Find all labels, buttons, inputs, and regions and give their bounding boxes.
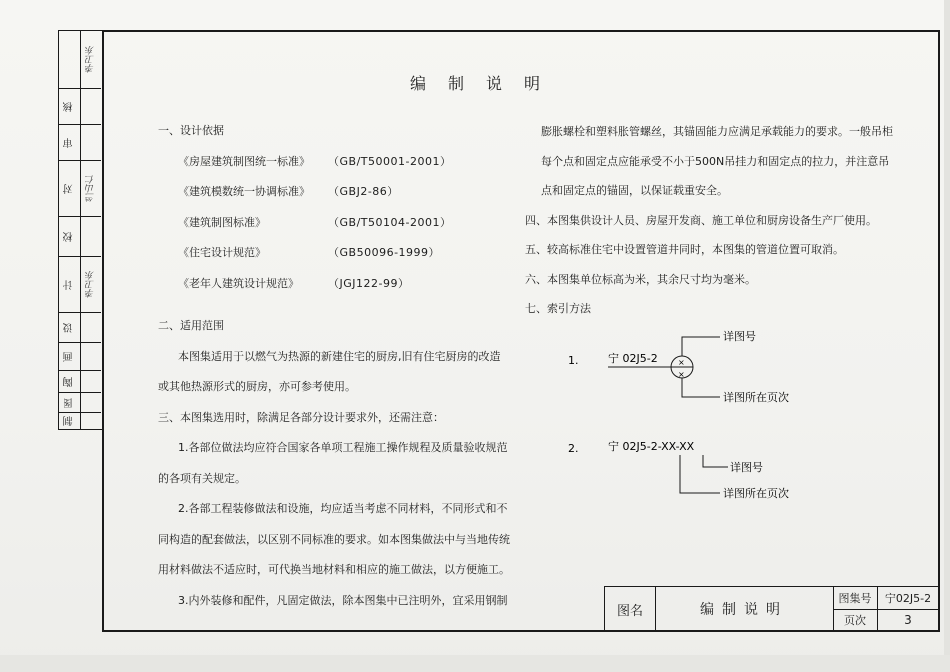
- line-text: 四、本图集供设计人员、房屋开发商、施工单位和厨房设备生产厂使用。: [525, 213, 877, 227]
- line-text: 《建筑制图标准》: [178, 215, 266, 229]
- title-block-name: 编制说明: [655, 587, 834, 631]
- sidebar-cell: [59, 343, 101, 371]
- text-line: [525, 147, 905, 177]
- page-number-value: 3: [904, 613, 912, 627]
- title-block-label: 图名: [605, 587, 656, 631]
- line-text: 膨胀螺栓和塑料胀管螺丝，其锚固能力应满足承载能力的要求。一般吊柜: [541, 125, 893, 138]
- line-text: 五、较高标准住宅中设置管道井同时，本图集的管道位置可取消。: [525, 243, 844, 256]
- sidebar-label: 制: [64, 415, 75, 427]
- text-line: [158, 403, 498, 434]
- index-item1-label-bottom: 详图所在页次: [723, 391, 789, 404]
- text-line: [158, 208, 498, 239]
- index-method-diagram: [560, 320, 800, 520]
- line-text: 的各项有关规定。: [158, 471, 246, 485]
- sidebar-label: 陶: [64, 376, 75, 388]
- text-line: [525, 206, 905, 236]
- text-line: [158, 464, 498, 495]
- index-item1-label-top: 详图号: [723, 330, 756, 343]
- signature: 竺山仁: [86, 175, 96, 203]
- page-title: 编制说明: [409, 74, 562, 93]
- index-circle-bottom: ×: [678, 370, 685, 379]
- text-line: [158, 116, 498, 147]
- line-text: 3.内外装修和配件，凡固定做法，除本图集中已注明外，宜采用钢制: [178, 593, 508, 607]
- sidebar-label: 设: [64, 322, 75, 334]
- sidebar-label: 画: [64, 351, 75, 363]
- line-text: 2.各部工程装修做法和设施，均应适当考虑不同材料，不同形式和不: [178, 502, 508, 515]
- line-text: 用材料做法不适应时，可代换当地材料和相应的施工做法，以方便施工。: [158, 563, 510, 576]
- right-column: [525, 117, 905, 324]
- sidebar-label: 对: [64, 183, 75, 195]
- signature: [80, 393, 101, 413]
- index-item2-label-top: 详图号: [730, 461, 763, 474]
- text-line: [158, 342, 501, 373]
- index-item2-label-bottom: 详图所在页次: [723, 487, 789, 500]
- text-line: [158, 177, 498, 208]
- line-text: 三、本图集选用时，除满足各部分设计要求外，还需注意：: [158, 410, 444, 424]
- index-item1-ref: 宁 02J5-2: [608, 352, 658, 365]
- index-symbol-svg: [560, 320, 800, 520]
- line-text: 1.各部位做法均应符合国家各单项工程施工操作规程及质量验收规范: [178, 441, 508, 454]
- sidebar-label: 校: [64, 231, 75, 243]
- text-line: [158, 311, 498, 342]
- text-line: [158, 525, 510, 556]
- text-line: [158, 238, 498, 269]
- sidebar-cell: [59, 313, 101, 343]
- sidebar-label: 审: [64, 137, 75, 149]
- signature: [80, 371, 101, 393]
- page-number-key: 页次: [833, 609, 878, 631]
- left-column: [158, 116, 510, 616]
- sidebar-cell: [59, 413, 101, 429]
- text-line: [158, 372, 498, 403]
- line-text: 《住宅设计规范》: [178, 246, 266, 259]
- line-text: 同构造的配套做法，以区别不同标准的要求。如本图集做法中与当地传统: [158, 532, 510, 546]
- text-line: [158, 269, 498, 300]
- standard-code: （GBJ2-86）: [328, 185, 399, 198]
- text-line: [158, 555, 510, 586]
- sidebar-cell: [59, 161, 101, 217]
- sidebar-cell: [59, 257, 101, 313]
- standard-code: （JGJ122-99）: [328, 276, 410, 290]
- text-line: [525, 265, 905, 295]
- line-text: 《房屋建筑制图统一标准》: [178, 154, 310, 168]
- signature: [80, 413, 101, 429]
- line-text: 点和固定点的锚固，以保证载重安全。: [541, 184, 728, 197]
- atlas-number-key: 图集号: [833, 587, 878, 610]
- title-block: [604, 586, 940, 632]
- sidebar-label: 计: [64, 279, 75, 291]
- signature: [80, 217, 101, 257]
- sidebar-cell: [59, 217, 101, 257]
- line-text: 《老年人建筑设计规范》: [178, 276, 299, 290]
- sidebar-label: 图: [64, 397, 75, 409]
- leader-page-no-2: [680, 455, 720, 493]
- text-line: [158, 433, 508, 464]
- text-line: [158, 147, 498, 178]
- line-text: 《建筑模数统一协调标准》: [178, 185, 310, 198]
- atlas-number-value: 宁02J5-2: [877, 587, 939, 610]
- text-line: [158, 586, 508, 617]
- line-text: 二、适用范围: [158, 319, 224, 332]
- sidebar-label: 核: [64, 101, 75, 113]
- line-text: 七、索引方法: [525, 302, 591, 315]
- index-item2-ref: 宁 02J5-2-XX-XX: [608, 440, 695, 453]
- text-line: [525, 117, 905, 147]
- sidebar-cell: [59, 125, 101, 161]
- line-text: 本图集适用于以燃气为热源的新建住宅的厨房,旧有住宅厨房的改造: [178, 349, 501, 363]
- signature: 李卫东: [86, 271, 96, 299]
- leader-detail-no-2: [703, 455, 728, 467]
- line-text: 每个点和固定点应能承受不小于500N吊挂力和固定点的拉力，并注意吊: [541, 154, 890, 168]
- sidebar-cell: [59, 371, 101, 393]
- text-line: [525, 176, 905, 206]
- line-text: 六、本图集单位标高为米，其余尺寸均为毫米。: [525, 272, 756, 286]
- signature: 李卫东: [86, 46, 96, 74]
- line-text: 或其他热源形式的厨房，亦可参考使用。: [158, 380, 356, 393]
- index-circle-top: ×: [678, 358, 685, 367]
- signature: [80, 343, 101, 371]
- sidebar-cell: [59, 89, 101, 125]
- standard-code: （GB/T50104-2001）: [328, 215, 452, 229]
- sidebar-cell: [59, 393, 101, 413]
- text-line: [525, 235, 905, 265]
- standard-code: （GB/T50001-2001）: [328, 154, 452, 168]
- scan-edge-right: [944, 0, 950, 672]
- signature: [80, 313, 101, 343]
- text-line: [158, 494, 508, 525]
- index-item1-number: 1.: [568, 354, 579, 367]
- leader-page-no: [682, 378, 720, 397]
- index-item2-number: 2.: [568, 442, 579, 455]
- line-text: 一、设计依据: [158, 124, 224, 137]
- scan-edge-bottom: [0, 655, 950, 672]
- standard-code: （GB50096-1999）: [328, 246, 441, 259]
- signature: [80, 125, 101, 161]
- leader-detail-no: [682, 337, 720, 356]
- signature: [80, 89, 101, 125]
